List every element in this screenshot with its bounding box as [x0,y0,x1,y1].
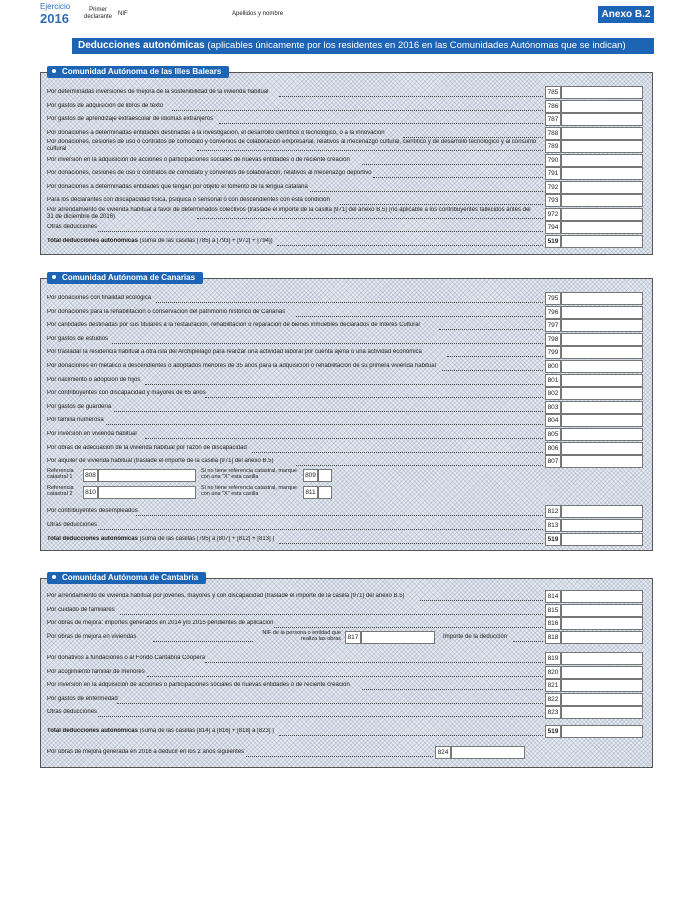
bullet-icon [52,575,56,579]
amount-input[interactable] [561,652,643,665]
casilla-code: 799 [545,346,561,359]
form-row [47,387,643,400]
casilla-code: 815 [545,604,561,617]
casilla-code: 785 [545,86,561,99]
amount-input[interactable] [561,590,643,603]
casilla-code: 803 [545,401,561,414]
form-row [47,306,643,319]
total-label: Total deducciones autonómicas [47,536,138,542]
row-label: Por donativos a fundaciones o al Fondo Cantabria Coopera [47,655,206,661]
amount-input[interactable] [561,414,643,427]
row-label: Por inversión en vivienda habitual [47,431,137,437]
form-row [47,519,643,532]
casilla-code: 791 [545,167,561,180]
leader-dots [362,689,543,690]
row-label: Por obras de mejora: importes generados en 2014 y/o 2015 pendientes de aplicación [47,620,274,626]
casilla-code: 823 [545,706,561,719]
leader-dots [205,662,543,663]
leader-dots [403,137,543,138]
leader-dots [373,177,543,178]
row-label [47,536,537,543]
form-row [47,666,643,679]
amount-input[interactable] [561,519,643,532]
bullet-icon [52,69,56,73]
form-row [47,319,643,332]
form-row [47,360,643,373]
leader-dots [136,515,543,516]
leader-dots [145,438,544,439]
casilla-code: 811 [303,486,318,499]
row-label: Por familia numerosa [47,417,104,424]
leader-dots [439,329,543,330]
leader-dots [219,123,543,124]
row-label: Por gastos de adquisición de libros de texto [47,103,164,109]
form-row [47,140,643,153]
form-row [47,181,643,194]
amount-input[interactable] [561,401,643,414]
form-row [47,113,643,126]
leader-dots [114,411,543,412]
ref-catastral-input[interactable] [98,486,196,499]
leader-dots [117,703,543,704]
ref-catastral-label: Referencia catastral 1 [47,468,74,480]
casilla-code: 822 [545,693,561,706]
leader-dots [145,384,544,385]
row-label: Por acogimiento familiar de menores [47,668,145,675]
nif-label: NIF [118,11,128,17]
total-note: (suma de las casillas [795] a [807] + [812] + [813] ) [137,536,275,542]
amount-input[interactable] [561,725,643,738]
row-label [47,728,537,735]
leader-dots [98,529,543,530]
leader-dots [279,735,543,736]
casilla-code: 797 [545,319,561,332]
leader-dots [106,424,543,425]
leader-dots [98,231,543,232]
amount-input[interactable] [561,319,643,332]
amount-input[interactable] [561,235,643,248]
form-row [47,590,643,603]
row-label: Por donaciones con finalidad ecológica [47,295,152,301]
casilla-code: 519 [545,725,561,738]
leader-dots [112,343,544,344]
no-ref-label: Si no tiene referencia catastral, marque con una "X" esta casilla [201,468,297,480]
form-row [47,374,643,387]
leader-dots [362,164,543,165]
title-sub: (aplicables únicamente por los residentes en 2016 en las Comunidades Autónomas que se indican) [204,40,626,51]
amount-input[interactable] [561,374,643,387]
ejercicio-year: 2016 [40,11,69,26]
casilla-code: 972 [545,208,561,221]
primer-declarante-label: Primer declarante [83,7,113,20]
amount-input[interactable] [561,604,643,617]
casilla-code: 824 [435,746,451,759]
leader-dots [447,356,543,357]
apellidos-label: Apellidos y nombre [232,11,284,17]
leader-dots [420,600,544,601]
ref-catastral-label: Referencia catastral 2 [47,485,74,497]
row-label: Para los declarantes con discapacidad física, psíquica o sensorial o con descendientes con esta condición [47,197,330,203]
amount-input[interactable] [561,428,643,441]
row-label: Por obras de adecuación de la vivienda habitual por razón de discapacidad [47,444,247,451]
form-row [47,455,643,468]
casilla-code: 819 [545,652,561,665]
form-row [47,706,643,719]
row-label: Otras deducciones [47,224,98,230]
casilla-code: 788 [545,127,561,140]
row-label: Por donaciones en metálico a descendientes o adoptados menores de 35 años para la adquisición o rehabilitación de su primera vivienda habitual [47,363,436,369]
row-label [47,238,537,245]
leader-dots [279,543,543,544]
amount-input[interactable] [451,746,525,759]
casilla-code: 787 [545,113,561,126]
leader-dots [153,641,253,642]
row-label: Por trasladar la residencia habitual a otra isla del Archipiélago para realizar una actividad laboral por cuenta ajena o una actividad económica [47,349,422,356]
leader-dots [156,302,544,303]
row-label: Por gastos de aprendizaje extraescolar de idiomas extranjeros [47,116,214,122]
form-row [47,414,643,427]
casilla-code: 794 [545,221,561,234]
casilla-code: 798 [545,333,561,346]
casilla-code: 816 [545,617,561,630]
amount-input[interactable] [561,221,643,234]
section-title-canarias: Comunidad Autónoma de Canarias [47,272,203,284]
row-label: Por gastos de guardería [47,403,112,410]
row-label: Por contribuyentes desempleados [47,508,138,514]
casilla-code: 519 [545,235,561,248]
amount-input[interactable] [561,706,643,719]
amount-input[interactable] [561,181,643,194]
form-row [47,154,643,167]
no-ref-label: Si no tiene referencia catastral, marque con una "X" esta casilla [201,485,297,497]
form-row [47,533,643,546]
form-row [47,401,643,414]
casilla-code: 810 [83,486,98,499]
form-row [47,221,643,234]
leader-dots [197,218,543,219]
leader-dots [513,641,543,642]
obras-label: Por obras de mejora en viviendas [47,634,137,640]
leader-dots [296,316,543,317]
ref-catastral-input[interactable] [98,469,196,482]
amount-input[interactable] [561,100,643,113]
row-label: Por donaciones a determinadas entidades destinadas a la investigación, el desarrollo científico o tecnológico, o a la innovación [47,130,385,136]
form-row [47,235,643,248]
form-row [47,617,643,630]
leader-dots [98,716,543,717]
row-label: Por cuidado de familiares [47,606,115,613]
casilla-code: 812 [545,505,561,518]
leader-dots [296,465,543,466]
casilla-code: 806 [545,442,561,455]
casilla-code: 820 [545,666,561,679]
total-note: (suma de las casillas [814] a [816] + [818] a [823] ) [137,728,275,734]
leader-dots [442,370,544,371]
form-row [47,505,643,518]
total-label: Total deducciones autonómicas [47,238,138,244]
amount-input[interactable] [561,208,643,221]
row-label: Por donaciones para la rehabilitación o conservación del patrimonio histórico de Canarias [47,308,286,315]
amount-input[interactable] [561,631,643,644]
amount-input[interactable] [561,194,643,207]
form-row [47,652,643,665]
casilla-code: 809 [303,469,318,482]
bullet-icon [52,275,56,279]
amount-input[interactable] [561,333,643,346]
amount-input[interactable] [561,387,643,400]
casilla-code: 808 [83,469,98,482]
amount-input[interactable] [561,292,643,305]
row-label: Por gastos de enfermedad [47,695,118,702]
amount-input[interactable] [561,693,643,706]
casilla-code: 800 [545,360,561,373]
page-title [72,38,654,54]
row-label: Por arrendamiento de vivienda habitual por jóvenes, mayores y con discapacidad (traslade el importe de la casilla [971] del anexo B.5) [47,593,405,599]
casilla-code: 821 [545,679,561,692]
form-row [47,333,643,346]
form-row [47,100,643,113]
form-row [47,208,643,221]
form-row [47,746,643,759]
row-label: Por donaciones, cesiones de uso o contratos de comodato y convenios de colaboración, relativos al mecenazgo deportivo [47,170,372,176]
form-row [47,679,643,692]
form-row [47,346,643,359]
row-label: Por cantidades destinadas por sus titulares a la restauración, rehabilitación o reparación de bienes inmuebles declarados de Interés Cultural [47,322,420,329]
leader-dots [279,96,543,97]
amount-input[interactable] [561,533,643,546]
leader-dots [277,245,544,246]
row-label: Por inversión en la adquisición de acciones o participaciones sociales de nuevas entidades o de reciente creación [47,682,350,688]
nif-entidad-label: NIF de la persona o entidad que realiza las obras [262,630,341,642]
amount-input[interactable] [561,154,643,167]
amount-input[interactable] [561,442,643,455]
amount-input[interactable] [561,505,643,518]
casilla-code: 807 [545,455,561,468]
leader-dots [120,614,543,615]
casilla-code: 818 [545,631,561,644]
casilla-code: 802 [545,387,561,400]
casilla-code: 814 [545,590,561,603]
casilla-code: 786 [545,100,561,113]
form-row [47,604,643,617]
form-row [47,428,643,441]
amount-input[interactable] [561,306,643,319]
amount-input[interactable] [561,86,643,99]
row-label: Por contribuyentes con discapacidad y mayores de 65 años [47,390,206,397]
section-canarias [40,273,653,551]
amount-input[interactable] [561,140,643,153]
form-row [47,167,643,180]
amount-input[interactable] [561,346,643,359]
leader-dots [172,110,543,111]
row-label: Por donaciones a determinadas entidades que tengan por objeto el fomento de la lengua catalana [47,184,308,190]
amount-input[interactable] [561,617,643,630]
row-label: Otras deducciones [47,709,98,715]
ejercicio-label: Ejercicio [40,2,71,11]
casilla-code: 519 [545,533,561,546]
nif-input[interactable] [361,631,435,644]
total-note: (suma de las casillas [785] a [793] + [972] + [794]) [137,238,273,244]
form-row [47,292,643,305]
importe-label: Importe de la deducción [443,634,508,640]
section-cantabria [40,573,653,768]
leader-dots [205,397,543,398]
row-label: Por inversión en la adquisición de acciones o participaciones sociales de nuevas entidades o de reciente creación [47,157,350,163]
form-row [47,194,643,207]
section-title-baleares: Comunidad Autónoma de las Illes Balears [47,66,229,78]
row-label: Por gastos de estudios [47,335,109,342]
leader-dots [310,191,544,192]
amount-input[interactable] [561,360,643,373]
row-label: Por alquiler de vivienda habitual (traslade el importe de la casilla [971] del anexo B.5) [47,458,274,465]
casilla-code: 813 [545,519,561,532]
casilla-code: 790 [545,154,561,167]
casilla-code: 789 [545,140,561,153]
casilla-code: 793 [545,194,561,207]
casilla-code: 804 [545,414,561,427]
leader-dots [246,756,433,757]
leader-dots [340,204,543,205]
row-label: Por arrendamiento de vivienda habitual a favor de determinados colectivos (traslade el importe de la casilla [971] del anexo B.5) (no aplicable a los contribuyentes fallecidos antes del 31 de diciembre de 2016) [47,207,531,220]
amount-input[interactable] [561,167,643,180]
amount-input[interactable] [561,127,643,140]
form-row [47,725,643,738]
row-label: Otras deducciones [47,522,98,528]
form-row [47,86,643,99]
leader-dots [274,627,543,628]
no-ref-checkbox[interactable] [318,469,332,482]
casilla-code: 817 [345,631,361,644]
form-row [47,442,643,455]
row-label: Por nacimiento o adopción de hijos [47,376,141,383]
casilla-code: 801 [545,374,561,387]
amount-input[interactable] [561,113,643,126]
leader-dots [252,452,543,453]
amount-input[interactable] [561,666,643,679]
no-ref-checkbox[interactable] [318,486,332,499]
row-label: Por determinadas inversiones de mejora de la sostenibilidad de la vivienda habitual [47,89,269,95]
amount-input[interactable] [561,679,643,692]
casilla-code: 795 [545,292,561,305]
anexo-badge: Anexo B.2 [598,6,654,23]
casilla-code: 805 [545,428,561,441]
title-main: Deducciones autonómicas [78,40,205,51]
casilla-code: 796 [545,306,561,319]
leader-dots [147,676,543,677]
amount-input[interactable] [561,455,643,468]
row-label: Por donaciones, cesiones de uso o contratos de comodato y convenios de colaboración empresarial, relativos al mecenazgo cultural, científico y de desarrollo tecnológico y al consumo cultural [47,139,537,152]
row-label: Por obras de mejora generada en 2016 a deducir en los 2 años siguientes [47,749,245,755]
total-label: Total deducciones autonómicas [47,728,138,734]
section-title-cantabria: Comunidad Autónoma de Cantabria [47,572,206,584]
leader-dots [197,150,543,151]
section-baleares [40,67,653,255]
form-row [47,693,643,706]
casilla-code: 792 [545,181,561,194]
